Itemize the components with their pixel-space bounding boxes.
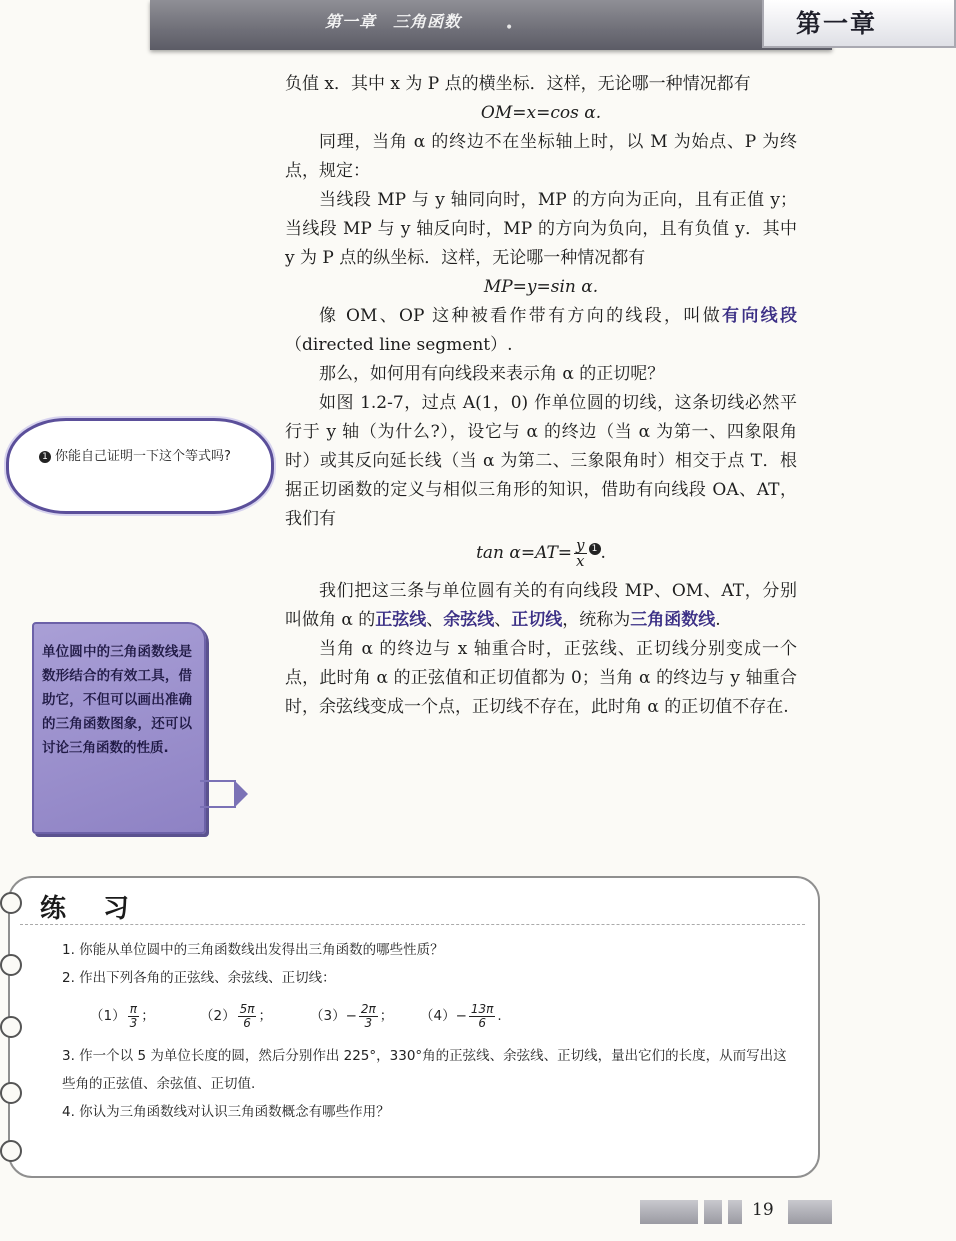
binder-ring-icon (0, 954, 22, 976)
exercise-divider (20, 924, 805, 925)
list-item (420, 1002, 530, 1030)
footer-block (728, 1200, 742, 1224)
item-sign: − (345, 1008, 357, 1024)
exercise-question-2: 2. 作出下列各角的正弦线、余弦线、正切线： (62, 970, 336, 986)
paragraph: 同理，当角 α 的终边不在坐标轴上时，以 M 为始点、P 为终点，规定： (285, 132, 797, 181)
item-sign: − (455, 1008, 467, 1024)
footer-block (704, 1200, 722, 1224)
fraction (128, 1003, 140, 1030)
fraction-denominator: x (576, 552, 585, 570)
equation-tan (285, 538, 797, 569)
fraction (469, 1003, 496, 1030)
arrow-icon (200, 780, 236, 808)
page-number: 19 (752, 1200, 774, 1220)
fraction-numerator: 13π (470, 1001, 494, 1016)
binder-ring-icon (0, 1016, 22, 1038)
paragraph: 如图 1.2-7，过点 A(1，0) 作单位圆的切线，这条切线必然平行于 y 轴（为什么?），设它与 α 的终边（当 α 为第一、四象限角时）或其反向延长线（当 α 为第二、三象限角时）相交于点 T．根据正切函数的定义与相似三角形的知识，借助有向线段 OA、AT，我们有 (285, 393, 797, 529)
fraction-denominator: 6 (243, 1015, 251, 1030)
paragraph: 负值 x．其中 x 为 P 点的横坐标．这样，无论哪一种情况都有 (285, 74, 751, 94)
exercise-question-3: 3. 作一个以 5 为单位长度的圆，然后分别作出 225°，330°角的正弦线、余弦线、正切线，量出它们的长度，从而写出这些角的正弦值、余弦值、正切值. (62, 1048, 787, 1092)
item-end: ； (379, 1008, 394, 1024)
exercise-body (62, 936, 792, 1126)
cloud-callout-question: 你能自己证明一下这个等式吗? (55, 449, 231, 464)
keyword-tangent-line: 正切线 (511, 610, 563, 630)
keyword-cosine-line: 余弦线 (443, 610, 495, 630)
equation-om-cos: OM=x=cos α. (480, 103, 602, 123)
separator: 、 (426, 610, 444, 630)
fraction-denominator: 3 (364, 1015, 373, 1030)
item-label: （1） (90, 1008, 126, 1024)
equation-mp-sin: MP=y=sin α. (483, 277, 599, 297)
paragraph: 当线段 MP 与 y 轴同向时，MP 的方向为正向，且有正值 y；当线段 MP 与 y 轴反向时，MP 的方向为负向，且有负值 y．其中 y 为 P 点的纵坐标．这样，无论哪一种情况都有 (285, 190, 797, 268)
paragraph-text: 像 OM、OP 这种被看作带有方向的线段，叫做 (319, 306, 723, 326)
item-end: . (497, 1008, 502, 1024)
footnote-marker: 1 (589, 543, 601, 555)
footer-block (788, 1200, 832, 1224)
fraction-denominator: 6 (478, 1015, 486, 1030)
cloud-callout (6, 418, 274, 514)
footnote-marker: 1 (39, 451, 51, 463)
paragraph: 当角 α 的终边与 x 轴重合时，正弦线、正切线分别变成一个点，此时角 α 的正弦值和正切值都为 0；当角 α 的终边与 y 轴重合时，余弦线变成一个点，正切线不存在，此时角 α 的正切值不存在. (285, 639, 797, 717)
paragraph-text: （directed line segment）. (285, 335, 513, 355)
binder-ring-icon (0, 1082, 22, 1104)
equation-end: . (600, 543, 606, 563)
item-end: ； (141, 1008, 155, 1024)
separator: 、 (494, 610, 512, 630)
keyword-directed-segment: 有向线段 (722, 306, 798, 326)
paragraph-text: ，统称为 (562, 610, 631, 630)
running-header-title: 第一章 三角函数 (325, 12, 462, 31)
side-note-text: 单位圆中的三角函数线是数形结合的有效工具，借助它，不但可以画出准确的三角函数图象，还可以讨论三角函数的性质. (42, 644, 192, 756)
header-dot-ornament: • (505, 20, 514, 36)
item-label: （2） (200, 1008, 236, 1024)
chapter-tab-label: 第一章 (796, 9, 878, 38)
fraction-numerator: 5π (239, 1001, 255, 1016)
item-end: ； (258, 1008, 272, 1024)
fraction-numerator: 2π (360, 1001, 376, 1016)
exercise-question-4: 4. 你认为三角函数线对认识三角函数概念有哪些作用？ (62, 1104, 390, 1120)
fraction-y-over-x (574, 538, 586, 569)
cloud-callout-text (39, 445, 239, 469)
fraction-numerator: y (576, 536, 585, 554)
item-label: （3） (310, 1008, 346, 1024)
equation-tan-lhs: tan α=AT= (476, 543, 573, 563)
fraction (359, 1003, 378, 1030)
fraction-denominator: 3 (129, 1015, 138, 1030)
exercise-question-1: 1. 你能从单位圆中的三角函数线出发得出三角函数的哪些性质？ (62, 942, 444, 958)
fraction-numerator: π (128, 1003, 140, 1017)
exercise-title: 练 习 (40, 894, 144, 924)
chapter-tab (762, 0, 956, 48)
list-item (200, 1002, 310, 1030)
binder-ring-icon (0, 1140, 22, 1162)
paragraph-text: . (715, 610, 721, 630)
paragraph (285, 577, 797, 635)
keyword-trig-lines: 三角函数线 (630, 610, 716, 630)
exercise-question-2-items (90, 1002, 792, 1030)
item-label: （4） (420, 1008, 456, 1024)
list-item (90, 1002, 200, 1030)
paragraph: 那么，如何用有向线段来表示角 α 的正切呢？ (319, 364, 665, 384)
footer-decoration (640, 1200, 750, 1224)
binder-ring-icon (0, 892, 22, 914)
main-text-column (285, 70, 797, 722)
keyword-sine-line: 正弦线 (375, 610, 427, 630)
list-item (310, 1002, 420, 1030)
fraction (238, 1003, 257, 1030)
paragraph-text: 我们把这三条与单位圆有关的有向线段 MP、OM、AT，分别叫做角 α 的 (285, 581, 797, 630)
paragraph (285, 302, 797, 360)
side-note-box (32, 622, 206, 834)
chapter-header-bar (150, 0, 878, 50)
exercise-box (8, 876, 820, 1178)
footer-block (640, 1200, 698, 1224)
